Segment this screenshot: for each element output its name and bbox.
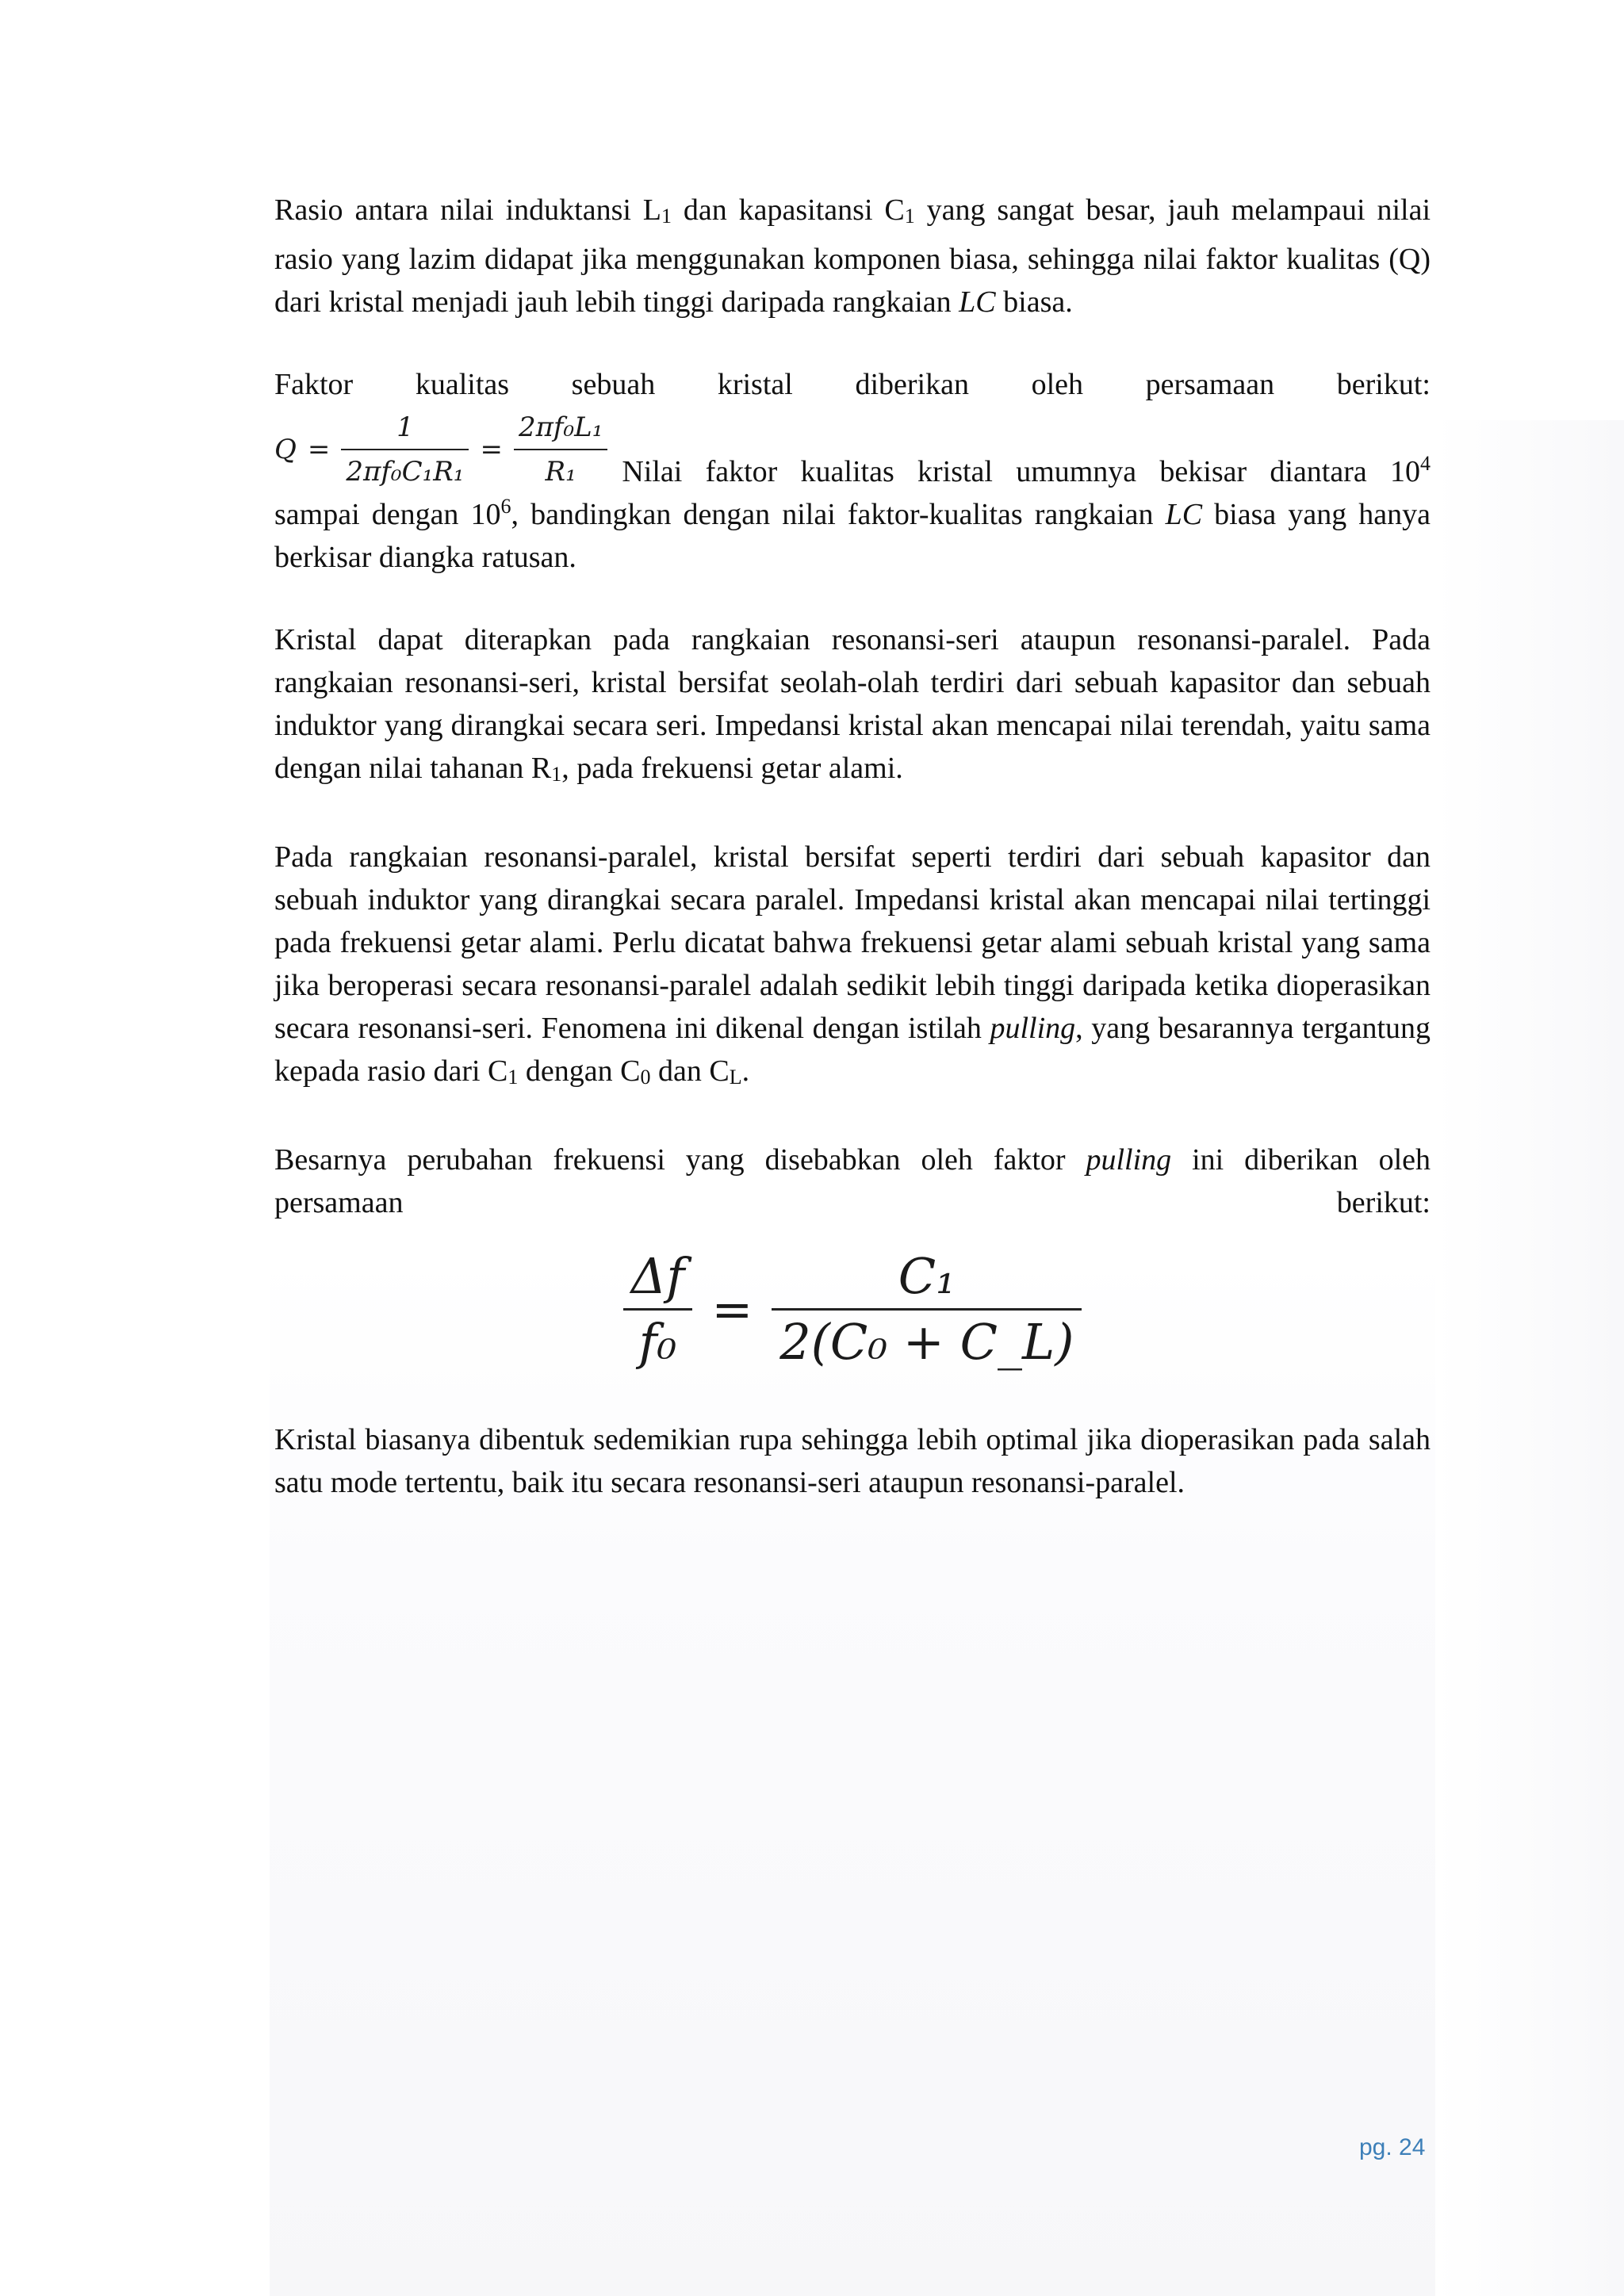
paragraph-q-ratio	[274, 189, 1431, 323]
text-run: Besarnya perubahan frekuensi yang disebabkan oleh faktor	[274, 1143, 1086, 1177]
page-number: pg. 24	[1359, 2134, 1426, 2160]
page-body	[274, 189, 1431, 1544]
text-run: , pada frekuensi getar alami.	[561, 752, 903, 785]
italic-term: LC	[1165, 498, 1203, 531]
paragraph-pulling	[274, 1138, 1431, 1224]
denominator: f₀	[638, 1313, 677, 1371]
text-run: Nilai faktor kualitas kristal umumnya bekisar diantara 10	[622, 455, 1420, 488]
spread-word: persamaan	[1145, 368, 1275, 401]
spread-word: diberikan	[855, 368, 969, 401]
spread-line	[274, 363, 1431, 406]
italic-term: LC	[959, 285, 996, 319]
italic-term: pulling	[990, 1012, 1076, 1045]
eq-lhs: Q	[274, 434, 297, 465]
spread-word: kristal	[717, 368, 793, 401]
italic-term: pulling	[1086, 1143, 1172, 1177]
q-equation-line	[274, 406, 1431, 493]
numerator: Δf	[630, 1247, 685, 1305]
text-run: persamaan	[274, 1186, 404, 1219]
paragraph-parallel-resonance	[274, 836, 1431, 1099]
numerator: C₁	[898, 1247, 956, 1305]
text-run: Rasio antara nilai induktansi L	[274, 193, 662, 227]
spread-word: Faktor	[274, 368, 354, 401]
pulling-line	[274, 1138, 1431, 1181]
denominator: 2(C₀ + C_L)	[779, 1313, 1074, 1371]
text-run: biasa.	[995, 285, 1073, 319]
text-run: dan C	[650, 1054, 730, 1088]
eq-sign: =	[711, 1280, 753, 1338]
text-run: ini diberikan oleh	[1171, 1143, 1431, 1177]
fraction	[623, 1245, 693, 1374]
spread-word: sebuah	[571, 368, 656, 401]
spread-word: oleh	[1031, 368, 1084, 401]
subscript: 1	[904, 205, 915, 228]
denominator: 2πf₀C₁R₁	[346, 456, 465, 488]
text-run: yang sangat besar, jauh melampaui nilai rasio yang lazim didapat jika menggunakan komponen biasa, sehingga nilai faktor kualitas (Q) dari kristal menjadi jauh lebih tinggi daripada rangkaian	[274, 193, 1431, 319]
paragraph-quality-factor	[274, 363, 1431, 579]
text-run: biasa yang hanya berkisar diangka ratusan.	[274, 498, 1431, 574]
numerator: 2πf₀L₁	[518, 411, 603, 443]
text-run: sampai dengan 10	[274, 498, 501, 531]
text-run: , yang besarannya tergantung kepada rasio dari C	[274, 1012, 1431, 1088]
text-run: dan kapasitansi C	[672, 193, 905, 227]
pulling-equation	[623, 1245, 1082, 1374]
fraction	[772, 1245, 1082, 1374]
q-continuation	[274, 493, 1431, 579]
text-run: dengan C	[518, 1054, 641, 1088]
subscript: 1	[661, 205, 672, 228]
quality-factor-equation	[274, 406, 607, 493]
spread-word: berikut:	[1336, 368, 1431, 401]
text-run: .	[741, 1054, 750, 1088]
pulling-equation-block	[274, 1245, 1431, 1374]
superscript: 6	[500, 495, 511, 518]
denominator: R₁	[545, 456, 576, 488]
eq-sign: =	[307, 434, 331, 465]
superscript: 4	[1420, 452, 1431, 475]
spread-word: kualitas	[415, 368, 510, 401]
text-run: , bandingkan dengan nilai faktor-kualitas rangkaian	[511, 498, 1166, 531]
numerator: 1	[396, 411, 414, 443]
eq-sign: =	[480, 434, 503, 465]
background-shade-right	[1435, 420, 1624, 2296]
q-trailing-text	[622, 450, 1431, 493]
text-run: berikut:	[1336, 1186, 1431, 1219]
fraction	[341, 406, 469, 493]
subscript: L	[729, 1066, 742, 1089]
paragraph-series-resonance	[274, 618, 1431, 796]
paragraph-mode: Kristal biasanya dibentuk sedemikian rupa sehingga lebih optimal jika dioperasikan pada salah satu mode tertentu, baik itu secara resonansi-seri ataupun resonansi-paralel.	[274, 1423, 1431, 1499]
subscript: 0	[640, 1066, 651, 1089]
subscript: 1	[551, 763, 562, 786]
fraction	[514, 406, 607, 493]
text-run: Kristal dapat diterapkan pada rangkaian resonansi-seri ataupun resonansi-paralel. Pada rangkaian resonansi-seri, kristal bersifat seolah-olah terdiri dari sebuah kapasitor dan sebuah induktor yang dirangkai secara seri. Impedansi kristal akan mencapai nilai terendah, yaitu sama dengan nilai tahanan R	[274, 623, 1431, 785]
text-run: Pada rangkaian resonansi-paralel, kristal bersifat seperti terdiri dari sebuah kapasitor dan sebuah induktor yang dirangkai secara paralel. Impedansi kristal akan mencapai nilai tertinggi pada frekuensi getar alami. Perlu dicatat bahwa frekuensi getar alami sebuah kristal yang sama jika beroperasi secara resonansi-paralel adalah sedikit lebih tinggi daripada ketika dioperasikan secara resonansi-seri. Fenomena ini dikenal dengan istilah	[274, 840, 1431, 1045]
spread-line	[274, 1181, 1431, 1224]
subscript: 1	[508, 1066, 519, 1089]
